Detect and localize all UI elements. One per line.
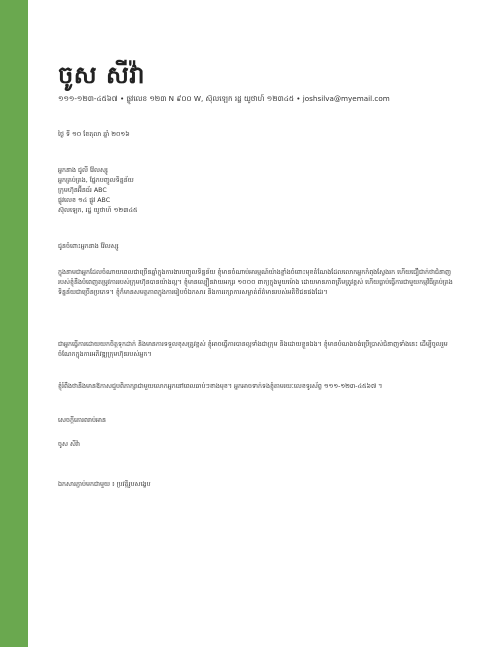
sender-contact-line: ១១១-១២៣-៤៥៦៧ • ផ្លូវលេខ ១២៣ N ៩០០ W, ស៊ុលឡេក រដ្ឋ យូថាហ៍ ១២៣៤៥ • joshsilva@myemail.com <box>58 94 390 103</box>
salutation <box>58 242 458 252</box>
salutation-text: ជូនចំពោះអ្នកនាង វ៉ែលស្សូ <box>58 243 119 250</box>
body-paragraph-2: ជាអ្នកធ្វើការដោយយកចិត្តទុកដាក់ និងមានការទទួលខុសត្រូវខ្ពស់ ខ្ញុំអាចធ្វើការបានល្អទាំងជាក្រុម និងដោយខ្លួនឯង។ ខ្ញុំមានបំណងចង់ប្រើប្រាស់ជំនាញទាំងនេះ ដើម្បីចូលរួមចំណែកក្នុងការអភិវឌ្ឍក្រុមហ៊ុនរបស់អ្នក។ <box>58 341 448 358</box>
body-paragraph-3: ខ្ញុំរំពឹងថានឹងមានឱកាសជួបពិភាក្សាជាមួយលោកអ្នកនៅពេលឆាប់ៗខាងមុខ។ អ្នកអាចទាក់ទងខ្ញុំតាមរយៈលេខទូរស័ព្ទ ១១១-១២៣-៤៥៦៧ ។ <box>58 383 383 390</box>
accent-sidebar-bar <box>0 0 28 647</box>
recipient-line: ស៊ុលឡេក, រដ្ឋ យូថាហ៍ ១២៣៤៥ <box>58 207 138 214</box>
body-paragraph-1: ក្នុងនាមជាអ្នកដែលចំណាយពេលជាច្រើនឆ្នាំក្នុងការងារបញ្ចូលទិន្នន័យ ខ្ញុំមានចំណាប់អារម្មណ៍យ៉ាងខ្លាំងចំពោះមុខតំណែងដែលលោកអ្នកកំពុងស្វែងរក ហើយជឿជាក់ថាជំនាញរបស់ខ្ញុំនឹងបំពេញតម្រូវការរបស់ក្រុមហ៊ុនបានយ៉ាងល្អ។ ខ្ញុំមានល្បឿនវាយអក្សរ ១០០០ ពាក្យក្នុងមួយម៉ោង ដោយមានភាពត្រឹមត្រូវខ្ពស់ ហើយធ្លាប់ធ្វើការជាមួយកម្មវិធីគ្រប់គ្រងទិន្នន័យជាច្រើនប្រភេទ។ ខ្ញុំក៏មានសមត្ថភាពក្នុងការរៀបចំឯកសារ និងការរក្សាការសម្ងាត់ព័ត៌មានរបស់អតិថិជនផងដែរ។ <box>58 269 453 296</box>
enclosure-text: ឯកសារភ្ជាប់មកជាមួយ ៖ ប្រវត្តិរូបសង្ខេប <box>58 481 151 488</box>
recipient-address-block <box>58 166 458 216</box>
closing <box>58 416 458 426</box>
recipient-line: អ្នកនាង ជូលី វ៉ែលស្សូ <box>58 167 108 174</box>
closing-text: សេចក្តីគោរពរាប់អាន <box>58 417 106 424</box>
signature <box>58 440 458 450</box>
recipient-line: ផ្លូវលេខ ១៤ ផ្លូវ ABC <box>58 197 111 204</box>
recipient-line: ក្រុមហ៊ុនអ៊ីនធ័រ ABC <box>58 187 107 194</box>
letter-date <box>58 130 458 140</box>
signature-name: ចូស សីវ៉ា <box>58 441 80 448</box>
recipient-line: អ្នកគ្រប់គ្រង, ផ្នែកបញ្ចូលទិន្នន័យ <box>58 177 134 184</box>
enclosure-note <box>58 480 458 490</box>
date-text: ថ្ងៃ ទី ១០ ខែតុលា ឆ្នាំ ២០១៦ <box>58 131 130 138</box>
cover-letter-page <box>58 0 458 647</box>
sender-name: ចូស សីវ៉ា <box>58 61 146 89</box>
